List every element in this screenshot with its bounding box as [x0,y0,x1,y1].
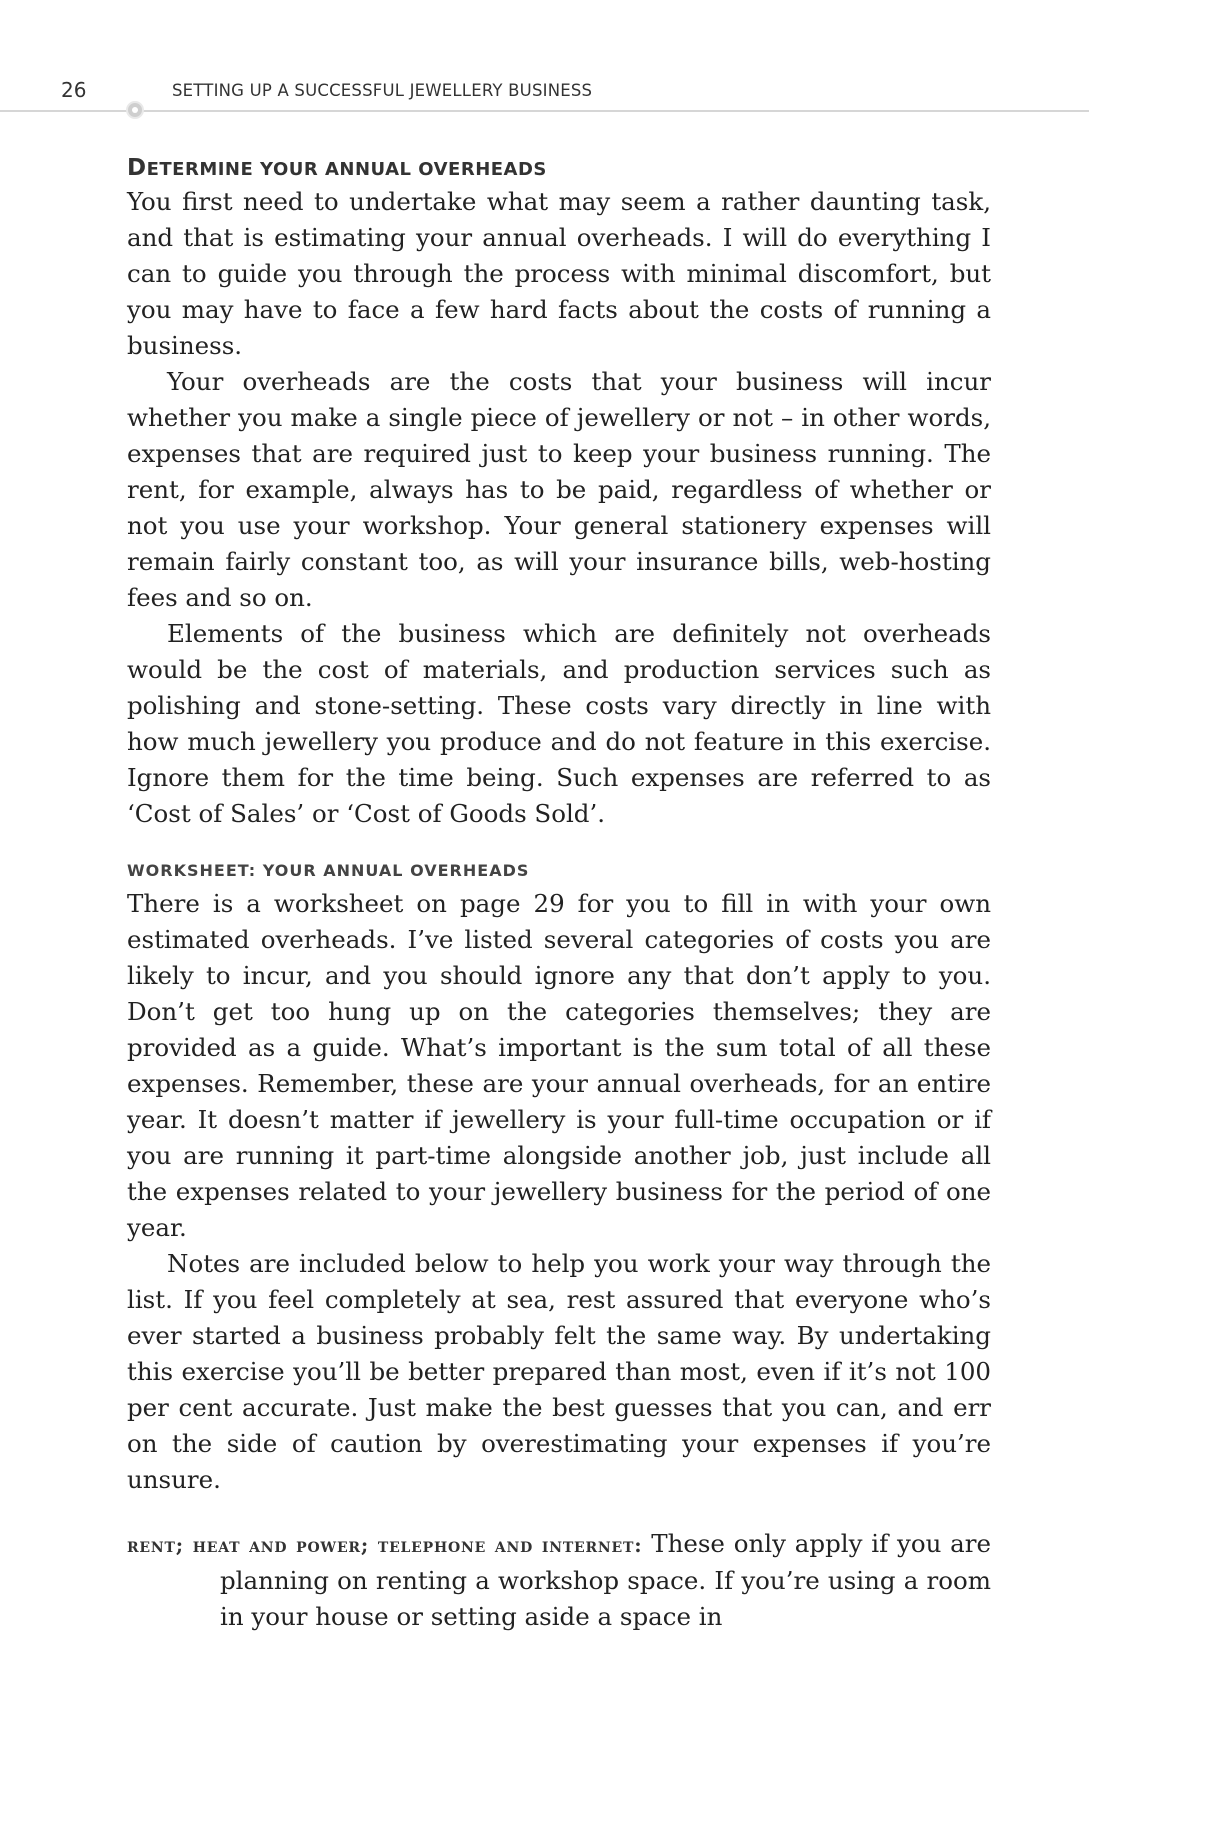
paragraph: Elements of the business which are definitely not overheads would be the cost of materials, and production services such as polishing and stone-setting. These costs vary directly in line with how much jewellery you produce and do not feature in this exercise. Ignore them for the time being. Such expenses are referred to as ‘Cost of Sales’ or ‘Cost of Goods Sold’. [127,619,991,828]
page-number: 26 [61,78,87,102]
header-dot [126,101,144,119]
worksheet-heading: WORKSHEET: YOUR ANNUAL OVERHEADS [127,861,530,880]
paragraph: There is a worksheet on page 29 for you to fill in with your own estimated overheads. I’ve listed several categories of costs you are likely to incur, and you should ignore any that don’t apply to you. Don’t get too hung up on the categories themselves; they are provided as a guide. What’s important is the sum total of all these expenses. Remember, these are your annual overheads, for an entire year. It doesn’t matter if jewellery is your full-time occupation or if you are running it part-time alongside another job, just include all the expenses related to your jewellery business for the period of one year. [127,889,991,1242]
section-heading-initial: D [127,155,147,181]
paragraph: Notes are included below to help you work your way through the list. If you feel completely at sea, rest assured that everyone who’s ever started a business probably felt the same way. By undertaking this exercise you’ll be better prepared than most, even if it’s not 100 per cent accurate. Just make the best guesses that you can, and err on the side of caution by overestimating your expenses if you’re unsure. [127,1249,991,1494]
section-heading-rest: ETERMINE YOUR ANNUAL OVERHEADS [146,159,547,180]
paragraph: Your overheads are the costs that your business will incur whether you make a single piece of jewellery or not – in other words, expenses that are required just to keep your business running. The rent, for example, always has to be paid, regardless of whether or not you use your workshop. Your general stationery expenses will remain fairly constant too, as will your insurance bills, web-hosting fees and so on. [127,367,991,612]
paragraph: You first need to undertake what may seem a rather daunting task, and that is estimating your annual overheads. I will do everything I can to guide you through the process with minimal discomfort, but you may have to face a few hard facts about the costs of running a business. [127,187,991,360]
section-heading [127,152,991,184]
list-entry [127,1526,991,1635]
header-rule [0,110,1089,112]
running-head [0,74,1229,114]
entry-term: rent; heat and power; telephone and internet: [127,1533,643,1557]
book-title: SETTING UP A SUCCESSFUL JEWELLERY BUSINESS [172,81,593,100]
page-body [127,152,991,1635]
entry-text: These only apply if you are planning on renting a workshop space. If you’re using a room in your house or setting aside a space in [220,1529,991,1631]
